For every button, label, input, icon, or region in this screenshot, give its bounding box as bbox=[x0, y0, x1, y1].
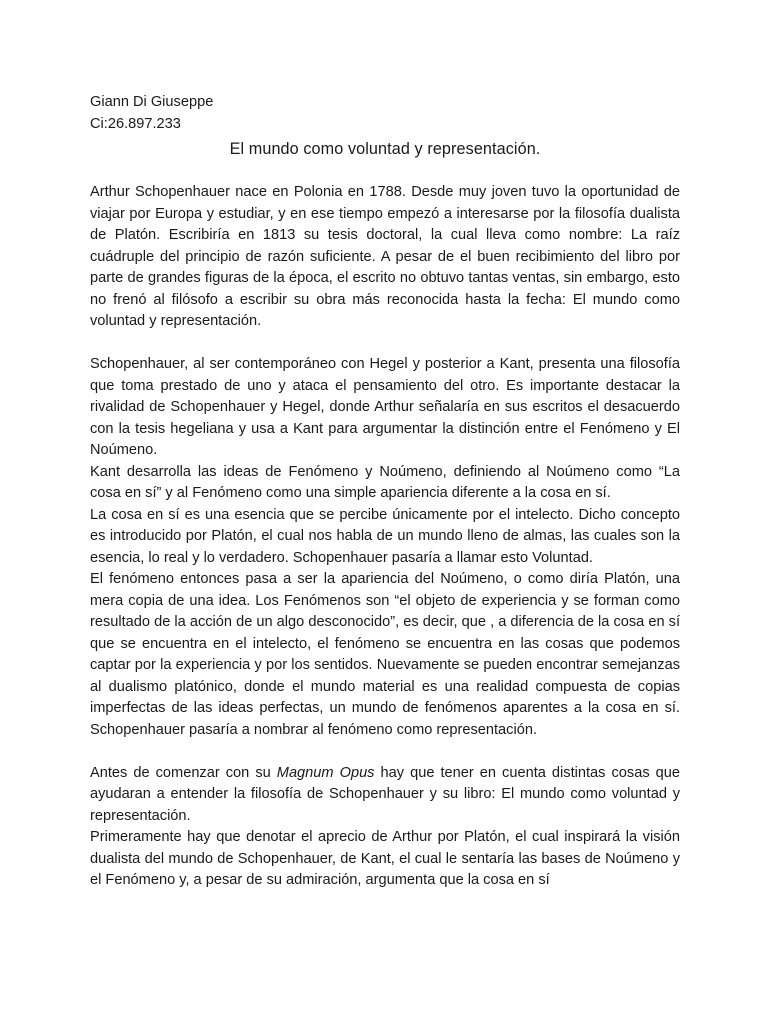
author-name: Giann Di Giuseppe bbox=[90, 94, 214, 110]
spacer bbox=[90, 741, 680, 763]
spacer bbox=[90, 161, 680, 182]
paragraph-intro: Arthur Schopenhauer nace en Polonia en 1788. Desde muy joven tuvo la oportunidad de viajar por Europa y estudiar, y en ese tiempo empezó a interesarse por la filosofía dualista de Platón. Escribiría en 1813 su tesis doctoral, la cual lleva como nombre: La raíz cuádruple del principio de razón suficiente. A pesar de el buen recibimiento del libro por parte de grandes figuras de la época, el escrito no obtuvo tantas ventas, sin embargo, esto no frenó al filósofo a escribir su obra más reconocida hasta la fecha: El mundo como voluntad y representación. bbox=[90, 184, 680, 329]
spacer bbox=[90, 333, 680, 355]
paragraph-kant-ideas: Kant desarrolla las ideas de Fenómeno y Noúmeno, definiendo al Noúmeno como “La cosa en sí” y al Fenómeno como una simple apariencia diferente a la cosa en sí. bbox=[90, 463, 680, 501]
paragraph-platon: Primeramente hay que denotar el aprecio de Arthur por Platón, el cual inspirará la visión dualista del mundo de Schopenhauer, de Kant, el cual le sentaría las bases de Noúmeno y el Fenómeno y, a pesar de su admiración, argumenta que la cosa en sí bbox=[90, 829, 680, 888]
paragraph-fenomeno: El fenómeno entonces pasa a ser la apariencia del Noúmeno, o como diría Platón, una mera copia de una idea. Los Fenómenos son “el objeto de experiencia y se forman como resultado de la acción de un algo desconocido”, es decir, que , a diferencia de la cosa en sí que se encuentra en el intelecto, el fenómeno se encuentra en las cosas que podemos captar por la experiencia y por los sentidos. Nuevamente se pueden encontrar semejanzas al dualismo platónico, donde el mundo material es una realidad compuesta de copias imperfectas de las ideas perfectas, un mundo de fenómenos aparentes a la cosa en sí. Schopenhauer pasaría a nombrar al fenómeno como representación. bbox=[90, 571, 680, 738]
paragraph-hegel-kant: Schopenhauer, al ser contemporáneo con Hegel y posterior a Kant, presenta una filosofía que toma prestado de uno y ataca el pensamiento del otro. Es importante destacar la rivalidad de Schopenhauer y Hegel, donde Arthur señalaría en sus escritos el desacuerdo con la tesis hegeliana y usa a Kant para argumentar la distinción entre el Fenómeno y El Noúmeno. bbox=[90, 356, 680, 458]
paragraph-text: hay que tener en cuenta distintas cosas que ayudaran a entender la filosofía de Schopenhauer y su libro: El mundo como voluntad y representación. bbox=[90, 764, 681, 824]
document-title: El mundo como voluntad y representación. bbox=[229, 140, 541, 158]
paragraph-cosa-en-si: La cosa en sí es una esencia que se percibe únicamente por el intelecto. Dicho concepto es introducido por Platón, el cual nos habla de un mundo lleno de almas, las cuales son la esencia, lo real y lo verdadero. Schopenhauer pasaría a llamar esto Voluntad. bbox=[90, 506, 680, 566]
author-id: Ci:26.897.233 bbox=[90, 115, 181, 132]
document-body bbox=[90, 92, 680, 892]
italic-text: Magnum Opus bbox=[276, 764, 375, 781]
paragraph-magnum-opus bbox=[90, 763, 680, 828]
paragraph-text: Antes de comenzar con su bbox=[90, 764, 277, 781]
